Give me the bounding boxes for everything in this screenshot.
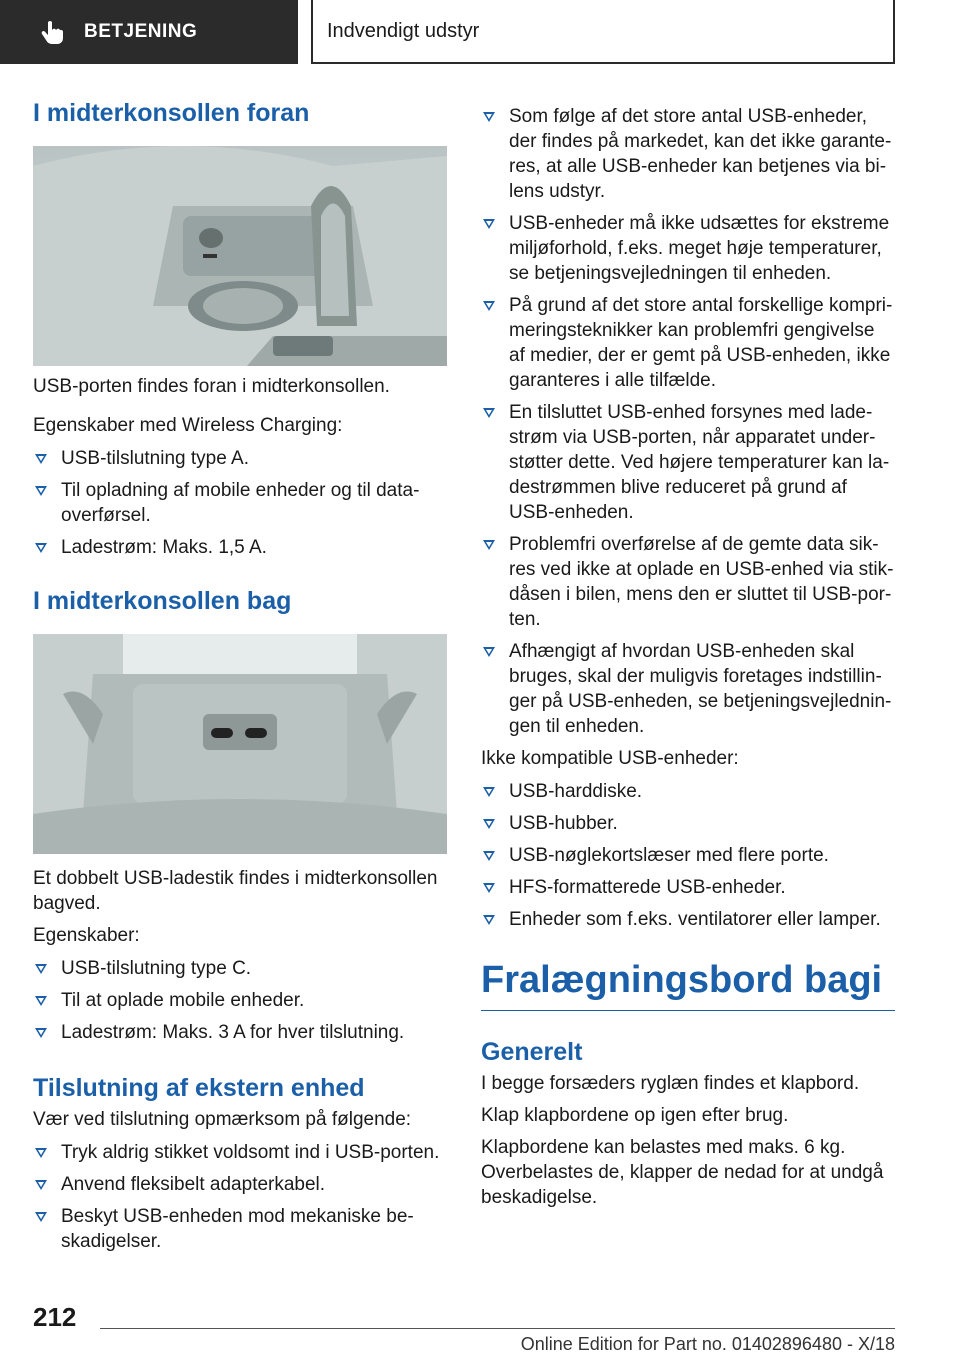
list-item: Tryk aldrig stikket voldsomt ind i USB-porten. [33, 1140, 447, 1165]
rear-console-illustration [33, 634, 447, 854]
general-para: Klapbordene kan belastes med maks. 6 kg. Overbelastes de, klapper de nedad for at undgå beskadigelse. [481, 1137, 884, 1208]
list-item: På grund af det store antal forskellige komprimeringsteknikker kan problemfri gengivelse af medier, der er gemt på USB-enheden, ikke garanteres i alle tilfælde. [481, 293, 895, 393]
list-item: Beskyt USB-enheden mod mekaniske beskadigelser. [33, 1204, 447, 1254]
triangle-bullet-icon [35, 996, 47, 1006]
list-item: USB-hubber. [481, 811, 895, 836]
front-console-illustration [33, 146, 447, 366]
right-column [481, 104, 895, 1210]
footer-rule [100, 1328, 895, 1329]
rear-props-intro: Egenskaber: [33, 925, 140, 946]
triangle-bullet-icon [483, 408, 495, 418]
list-item: Afhængigt af hvordan USB-enheden skal bruges, skal der muligvis foretages indstillinger på USB-enheden, se betjeningsvejledningen til enheden. [481, 639, 895, 739]
tray-table-heading: Fralægningsbord bagi [481, 959, 883, 1001]
triangle-bullet-icon [483, 219, 495, 229]
general-para: Klap klapbordene op igen efter brug. [481, 1105, 789, 1126]
list-item: USB-nøglekortslæser med flere porte. [481, 843, 895, 868]
list-item: USB-harddiske. [481, 779, 895, 804]
triangle-bullet-icon [483, 647, 495, 657]
list-item: USB-tilslutning type A. [33, 446, 447, 471]
triangle-bullet-icon [35, 1180, 47, 1190]
triangle-bullet-icon [483, 112, 495, 122]
triangle-bullet-icon [35, 1148, 47, 1158]
section-rule [481, 1010, 895, 1011]
left-column [33, 96, 447, 1254]
incompatible-intro: Ikke kompatible USB-enheder: [481, 748, 739, 769]
triangle-bullet-icon [483, 883, 495, 893]
triangle-bullet-icon [35, 486, 47, 496]
list-item: USB-tilslutning type C. [33, 956, 447, 981]
list-item: Problemfri overførelse af de gemte data sikres ved ikke at oplade en USB-enhed via stikdåsen i bilen, mens den er sluttet til USB-porten. [481, 532, 895, 632]
triangle-bullet-icon [35, 543, 47, 553]
triangle-bullet-icon [483, 819, 495, 829]
chapter-tab [0, 0, 298, 64]
triangle-bullet-icon [35, 1212, 47, 1222]
general-heading: Generelt [481, 1038, 583, 1066]
triangle-bullet-icon [483, 915, 495, 925]
edition-note: Online Edition for Part no. 01402896480 - X/18 [520, 1334, 895, 1354]
front-caption: USB-porten findes foran i midterkonsollen. [33, 376, 390, 397]
rear-caption: Et dobbelt USB-ladestik findes i midterkonsollen bagved. [33, 868, 438, 914]
list-item: HFS-formatterede USB-enheder. [481, 875, 895, 900]
section-tab [311, 0, 895, 64]
list-item: Som følge af det store antal USB-enheder, der findes på markedet, kan det ikke garanteres, at alle USB-enheder kan betjenes via bilens udstyr. [481, 104, 895, 204]
incompatible-list [481, 779, 895, 932]
triangle-bullet-icon [483, 851, 495, 861]
hand-pointer-icon [40, 19, 66, 45]
list-item: Anvend fleksibelt adapterkabel. [33, 1172, 447, 1197]
triangle-bullet-icon [483, 301, 495, 311]
triangle-bullet-icon [35, 964, 47, 974]
triangle-bullet-icon [483, 540, 495, 550]
page-header [0, 0, 960, 66]
list-item: Til at oplade mobile enheder. [33, 988, 447, 1013]
chapter-title: BETJENING [84, 21, 198, 42]
external-list-continued [481, 104, 895, 739]
triangle-bullet-icon [35, 454, 47, 464]
list-item: Ladestrøm: Maks. 1,5 A. [33, 535, 447, 560]
external-list [33, 1140, 447, 1254]
section-title: Indvendigt udstyr [327, 19, 480, 42]
rear-props-list [33, 956, 447, 1045]
external-device-heading: Tilslutning af ekstern enhed [33, 1074, 365, 1102]
list-item: USB-enheder må ikke udsættes for ekstreme miljøforhold, f.eks. meget høje temperaturer, se betjeningsvejledningen til enheden. [481, 211, 895, 286]
list-item: En tilsluttet USB-enhed forsynes med ladestrøm via USB-porten, når apparatet understøtter dette. Ved højere temperaturer kan ladestrømmen blive reduceret på grund af USB-enheden. [481, 400, 895, 525]
page-number: 212 [33, 1302, 77, 1332]
list-item: Til opladning af mobile enheder og til dataoverførsel. [33, 478, 447, 528]
list-item: Enheder som f.eks. ventilatorer eller lamper. [481, 907, 895, 932]
rear-console-heading: I midterkonsollen bag [33, 587, 292, 615]
front-props-intro: Egenskaber med Wireless Charging: [33, 415, 343, 436]
general-para: I begge forsæders ryglæn findes et klapbord. [481, 1073, 860, 1094]
triangle-bullet-icon [35, 1028, 47, 1038]
front-console-heading: I midterkonsollen foran [33, 99, 310, 127]
front-props-list [33, 446, 447, 560]
external-intro: Vær ved tilslutning opmærksom på følgende: [33, 1109, 412, 1130]
list-item: Ladestrøm: Maks. 3 A for hver tilslutning. [33, 1020, 447, 1045]
triangle-bullet-icon [483, 787, 495, 797]
